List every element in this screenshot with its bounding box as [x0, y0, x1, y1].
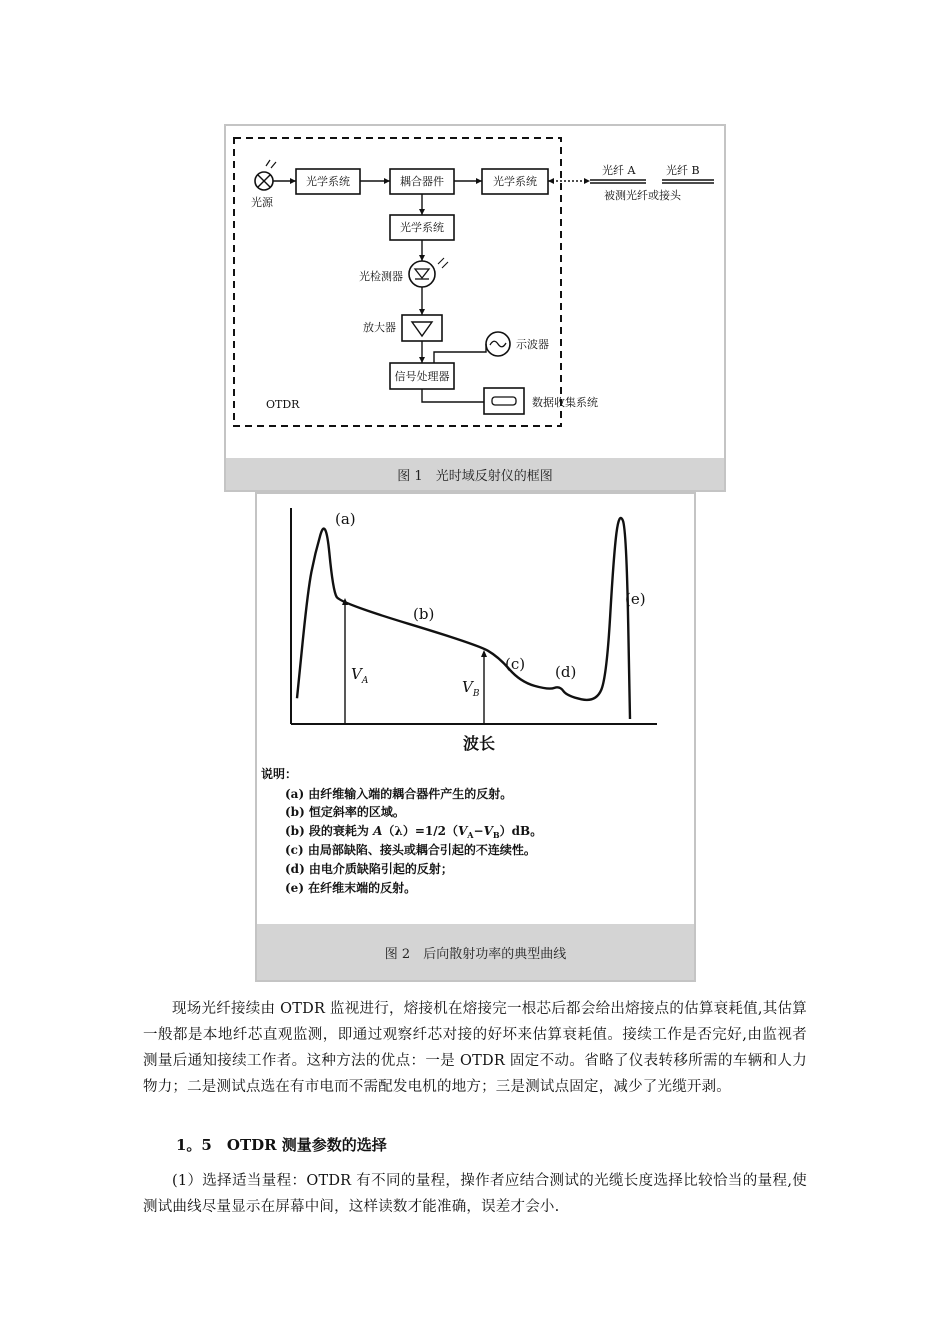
legend-item-d: (d) 由电介质缺陷引起的反射； — [285, 862, 453, 876]
oscilloscope-icon — [486, 332, 510, 356]
annotation-b: (b) — [413, 605, 435, 623]
label-signal-processor: 信号处理器 — [394, 370, 450, 383]
legend-item-b2: (b) 段的衰耗为 $A(\lambda)=1/2(V_A-V_B)dB$。 — [285, 824, 543, 840]
arrow-heads — [290, 178, 590, 363]
x-axis-label: 波长 — [463, 734, 496, 753]
label-otdr: OTDR — [266, 398, 300, 411]
body-paragraph-1: 现场光纤接续由 OTDR 监视进行，熔接机在熔接完一根芯后都会给出熔接点的估算衰耗值,其估算一般都是本地纤芯直观监测，即通过观察纤芯对接的好坏来估算衰耗值。接续工作是否完好,由监视者测量后通知接续工作者。这种方法的优点：一是 OTDR 固定不动。省略了仪表转移所需的车辆和人力物力；二是测试点选在有市电而不需配发电机的地方；三是测试点固定，减少了光缆开剥。 — [143, 1001, 807, 1095]
fiber-lines — [590, 180, 714, 183]
data-collection-box — [484, 388, 524, 414]
body-paragraph-2: (1）选择适当量程：OTDR 有不同的量程，操作者应结合测试的光缆长度选择比较恰当的量程,使测试曲线尽量显示在屏幕中间，这样读数才能准确，误差才会小. — [143, 1173, 807, 1215]
label-oscilloscope: 示波器 — [516, 338, 549, 351]
marker-va-label: $V_A$ — [351, 665, 369, 686]
legend-item-b1: (b) 恒定斜率的区域。 — [285, 805, 405, 819]
label-fiber-under-test: 被测光纤或接头 — [604, 189, 681, 202]
figure-1-otdr-block-diagram — [224, 124, 726, 492]
label-fiber-a: 光纤 A — [602, 164, 636, 177]
label-optics-middle: 光学系统 — [400, 221, 444, 234]
annotation-a: (a) — [335, 510, 356, 528]
legend-item-e: (e) 在纤维末端的反射。 — [285, 881, 417, 895]
figure-2-backscatter-curve — [255, 492, 696, 982]
section-heading: 1。5 OTDR 测量参数的选择 — [176, 1136, 387, 1154]
legend-title: 说明： — [261, 767, 298, 781]
label-coupler: 耦合器件 — [400, 175, 444, 188]
label-light-source: 光源 — [251, 196, 273, 209]
marker-vb-label: $V_B$ — [462, 678, 480, 699]
figure-2-caption: 图 2 后向散射功率的典型曲线 — [257, 924, 694, 980]
label-optics-right: 光学系统 — [493, 175, 537, 188]
annotation-c: (c) — [505, 655, 526, 673]
connection-lines — [273, 181, 586, 402]
label-amplifier: 放大器 — [363, 321, 396, 334]
label-optics-left: 光学系统 — [306, 175, 350, 188]
data-collection-icon — [492, 397, 516, 405]
otdr-block-diagram-svg — [226, 126, 724, 458]
figure-1-caption: 图 1 光时域反射仪的框图 — [226, 458, 724, 490]
annotation-d: (d) — [555, 663, 577, 681]
label-photodetector: 光检测器 — [359, 270, 403, 283]
backscatter-chart-svg — [257, 494, 694, 924]
annotation-e: (e) — [625, 590, 646, 608]
label-data-collection: 数据收集系统 — [532, 396, 598, 409]
photodetector-icon — [409, 258, 448, 287]
label-fiber-b: 光纤 B — [666, 164, 700, 177]
legend-item-c: (c) 由局部缺陷、接头或耦合引起的不连续性。 — [285, 843, 536, 857]
legend-item-a: (a) 由纤维输入端的耦合器件产生的反射。 — [285, 787, 513, 801]
amplifier-triangle-icon — [412, 322, 432, 336]
light-source-icon — [255, 160, 276, 190]
